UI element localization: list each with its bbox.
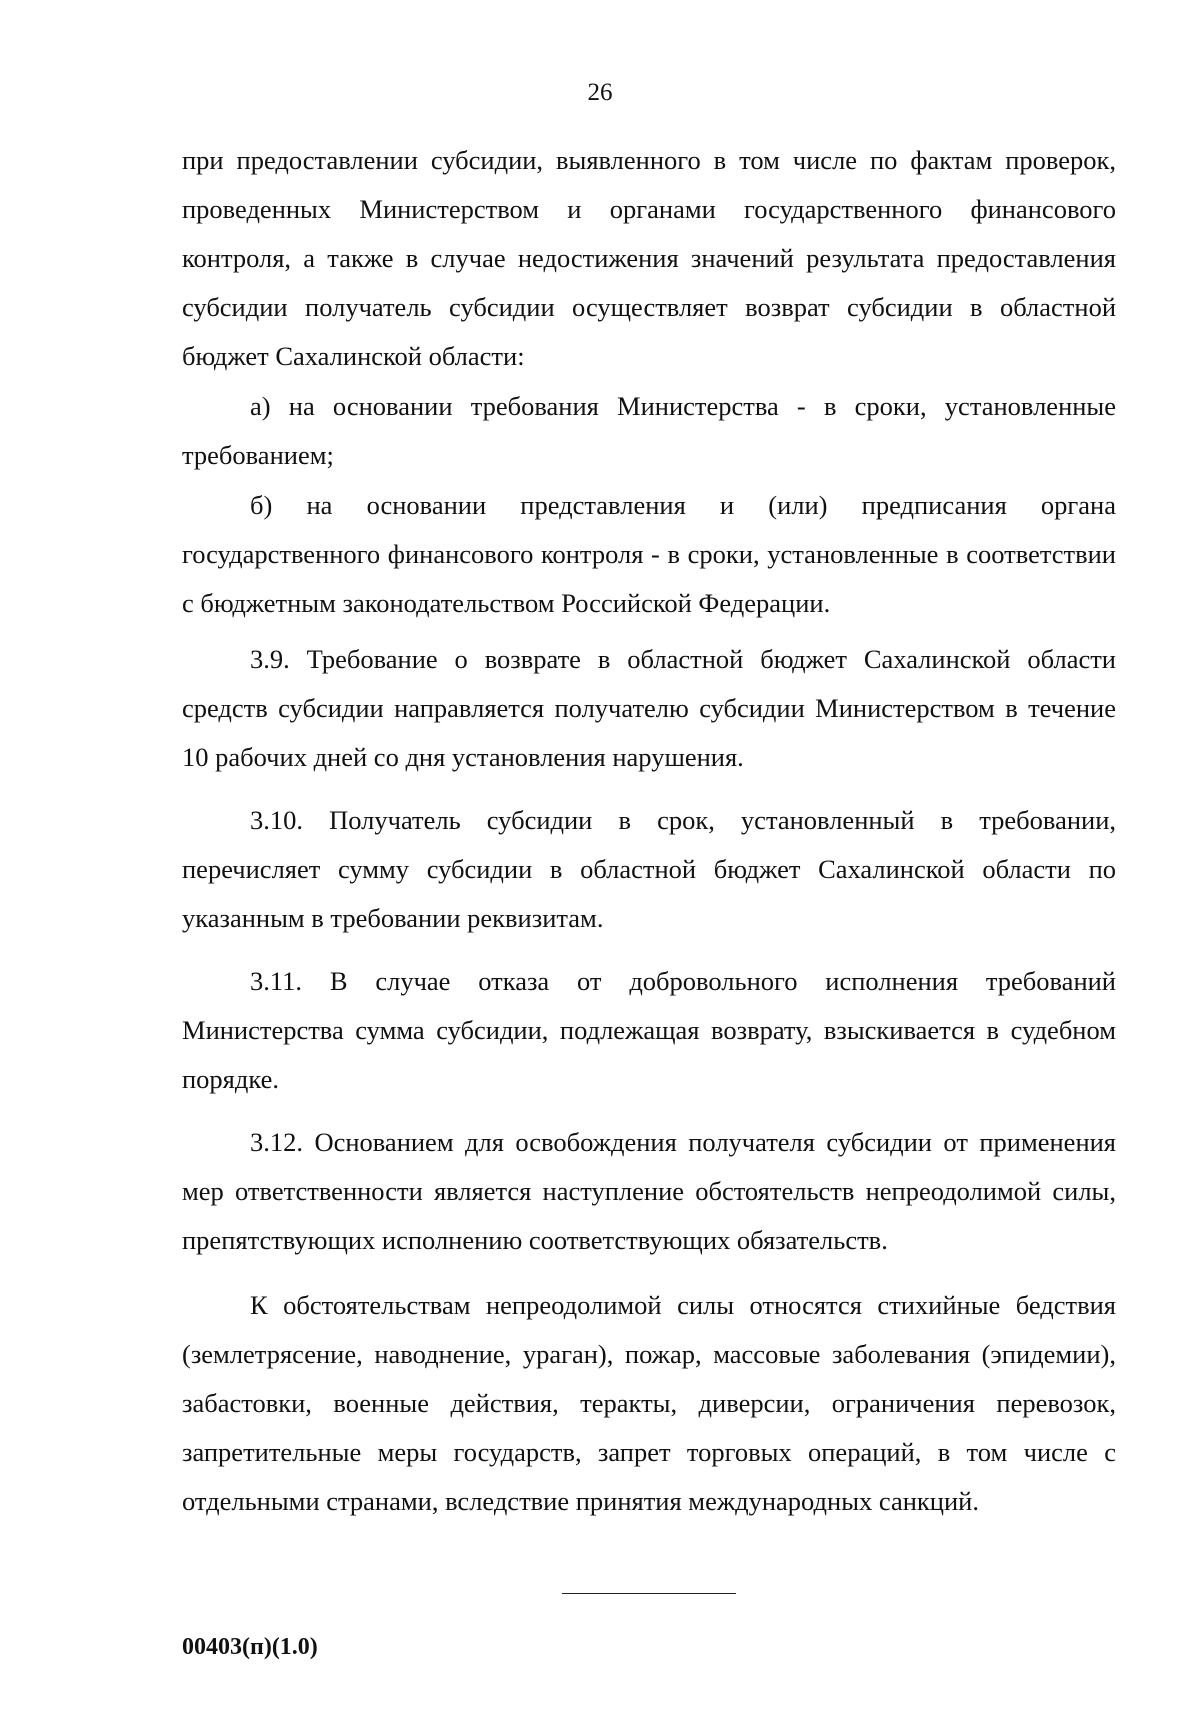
paragraph-item-a: а) на основании требования Министерства - в сроки, установленные требованием; (182, 391, 1116, 470)
paragraph-item-b: б) на основании представления и (или) предписания органа государственного финансового контроля - в сроки, установленные в соответствии с бюджетным законодательством Российской Федерации. (182, 490, 1116, 618)
paragraph-continuation: при предоставлении субсидии, выявленного в том числе по фактам проверок, проведенных Министерством и органами государственного финансового контроля, а также в случае недостижения значений результата предоставления субсидии получатель субсидии осуществляет возврат субсидии в областной бюджет Сахалинской области: (182, 145, 1116, 371)
paragraph-3-10: 3.10. Получатель субсидии в срок, установленный в требовании, перечисляет сумму субсидии в областной бюджет Сахалинской области по указанным в требовании реквизитам. (182, 805, 1116, 933)
paragraph-3-12: 3.12. Основанием для освобождения получателя субсидии от применения мер ответственности является наступление обстоятельств непреодолимой силы, препятствующих исполнению соответствующих обязательств. (182, 1127, 1116, 1255)
paragraph-force-majeure: К обстоятельствам непреодолимой силы относятся стихийные бедствия (землетрясение, наводнение, ураган), пожар, массовые заболевания (эпидемии), забастовки, военные действия, теракты, диверсии, ограничения перевозок, запретительные меры государств, запрет торговых операций, в том числе с отдельными странами, вследствие принятия международных санкций. (182, 1290, 1116, 1516)
paragraph-3-11: 3.11. В случае отказа от добровольного исполнения требований Министерства сумма субсидии, подлежащая возврату, взыскивается в судебном порядке. (182, 966, 1116, 1094)
paragraph-3-9: 3.9. Требование о возврате в областной бюджет Сахалинской области средств субсидии направляется получателю субсидии Министерством в течение 10 рабочих дней со дня установления нарушения. (182, 644, 1116, 772)
end-of-text-rule (562, 1593, 736, 1594)
document-body (182, 136, 1116, 1526)
page-number: 26 (587, 79, 613, 106)
document-code: 00403(п)(1.0) (182, 1634, 318, 1660)
